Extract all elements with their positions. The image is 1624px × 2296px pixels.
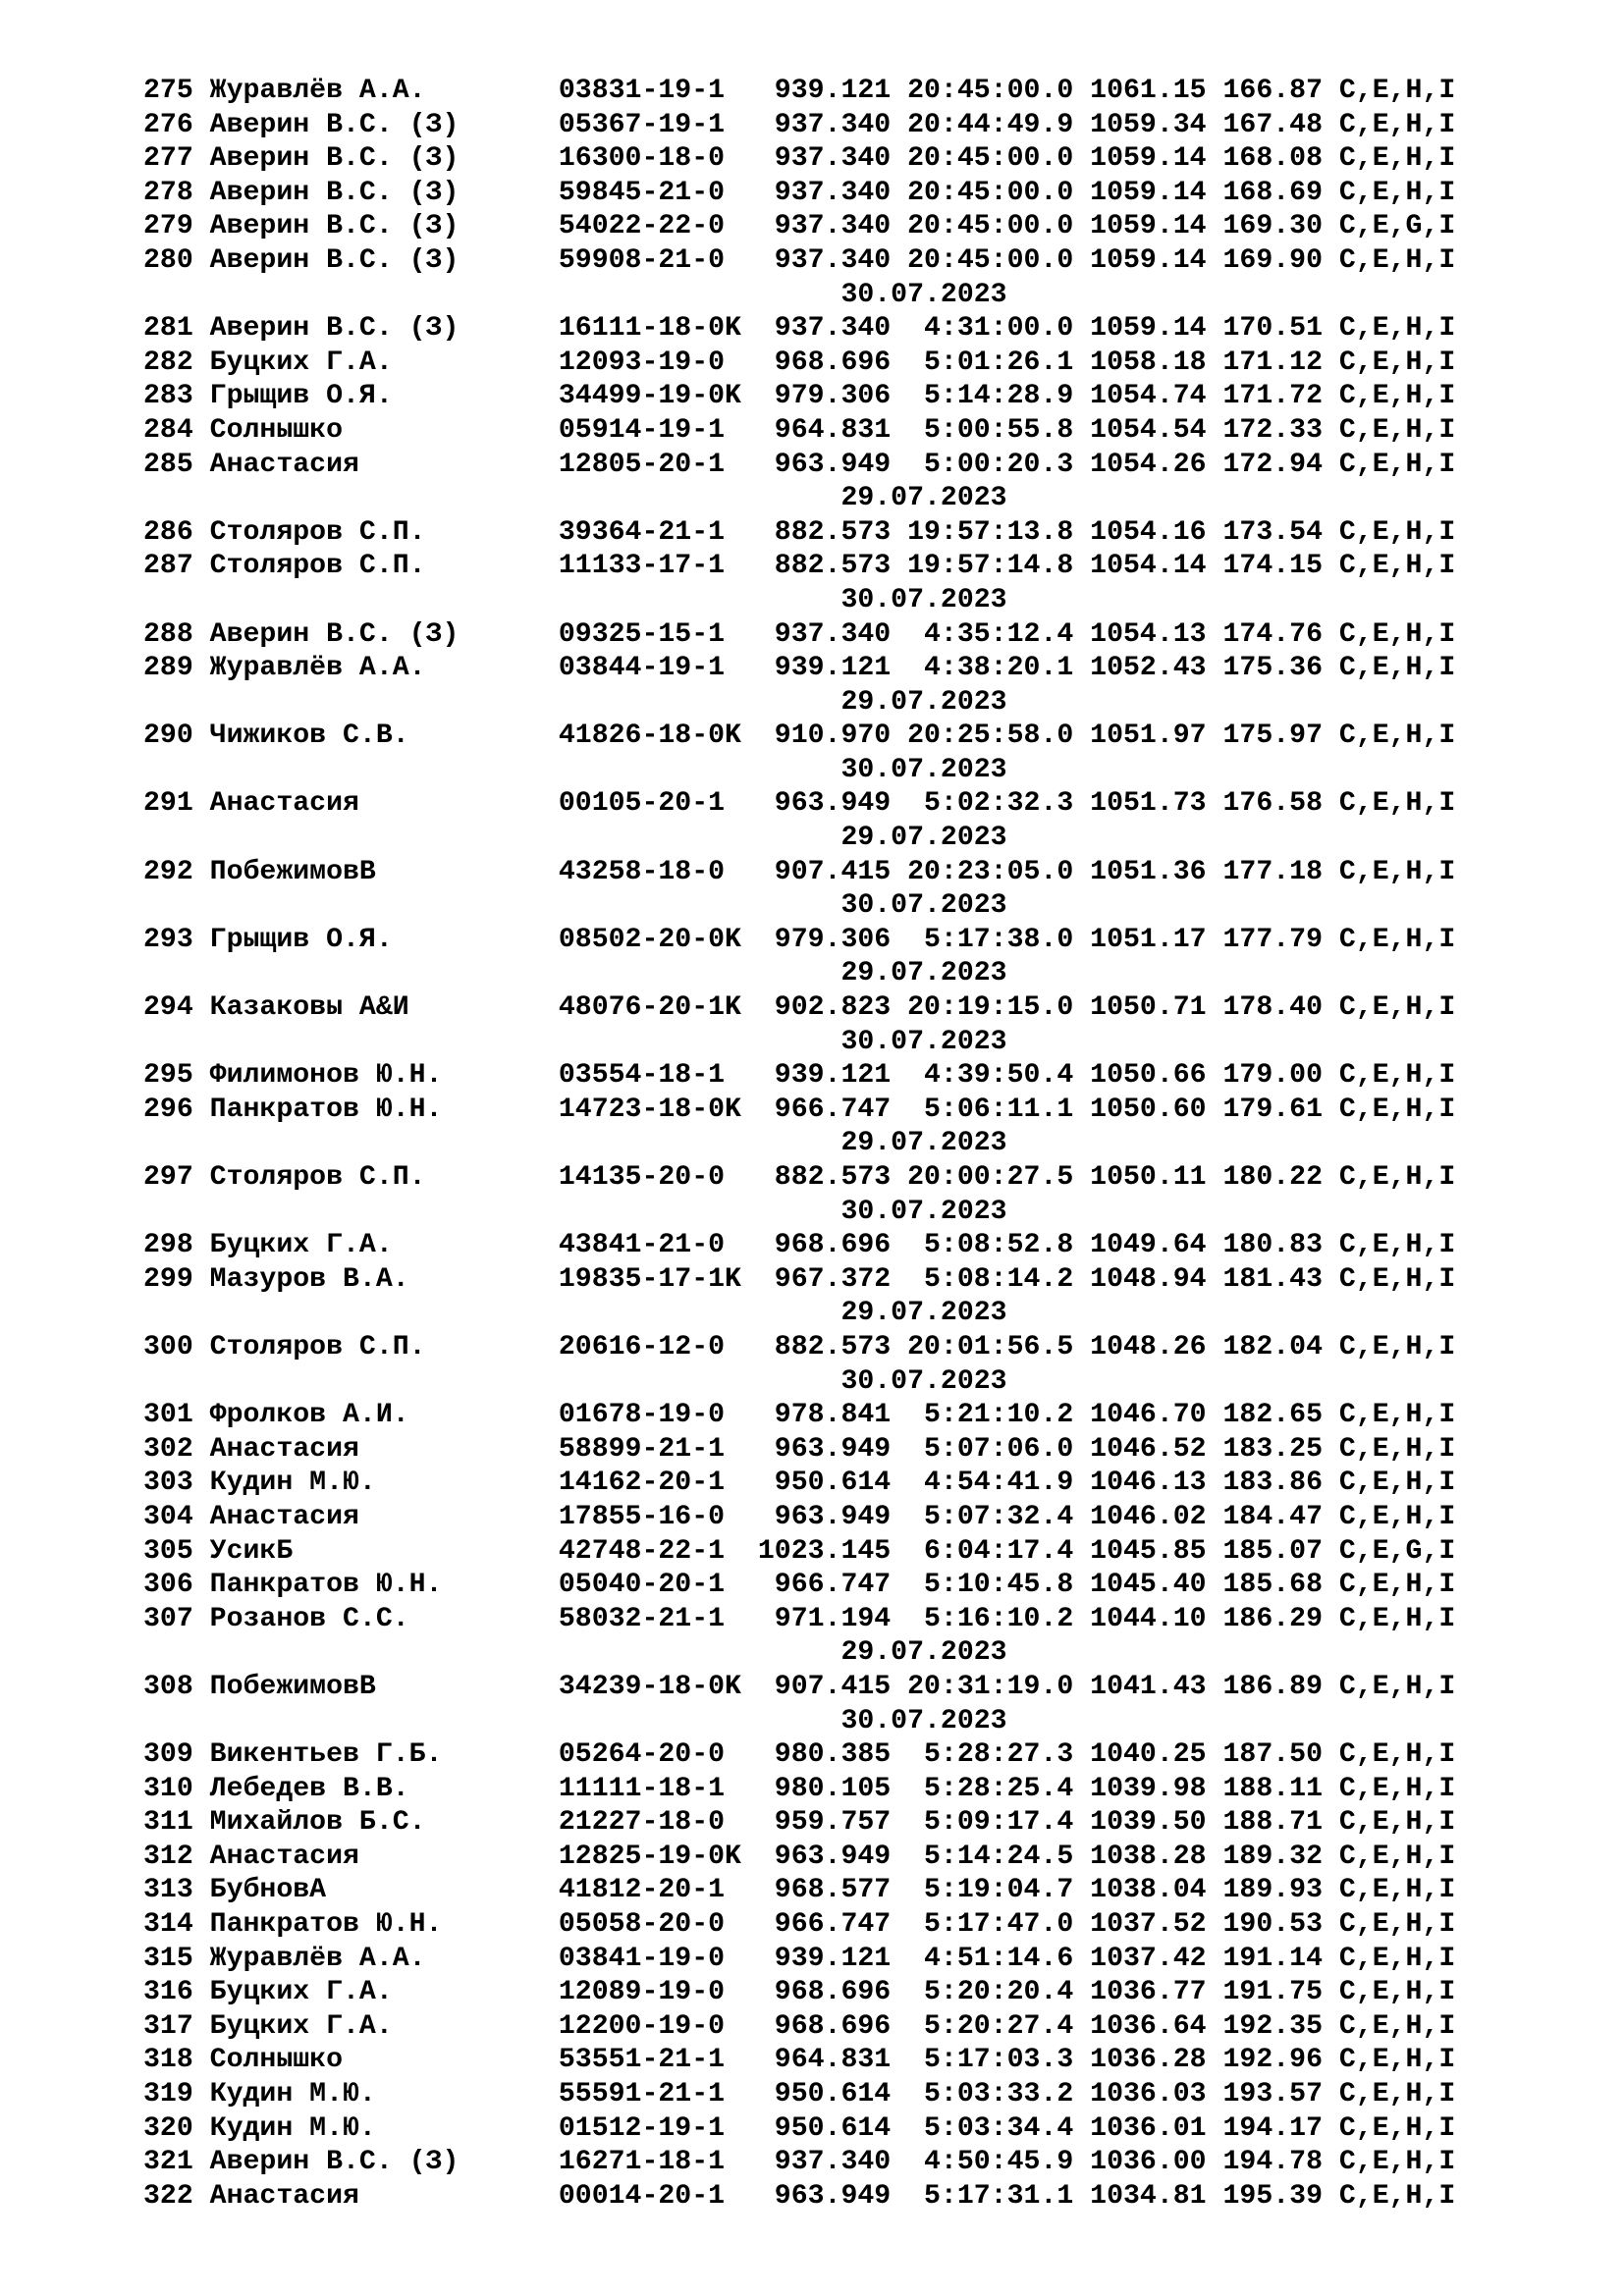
results-listing	[143, 75, 1577, 2214]
result-row: 315 Журавлёв А.А. 03841-19-0 939.121 4:51:14.6 1037.42 191.14 C,E,H,I	[143, 1943, 1456, 1974]
result-row: 322 Анастасия 00014-20-1 963.949 5:17:31.1 1034.81 195.39 C,E,H,I	[143, 2180, 1456, 2212]
result-row: 318 Солнышко 53551-21-1 964.831 5:17:03.3 1036.28 192.96 C,E,H,I	[143, 2045, 1456, 2076]
result-row: 286 Столяров С.П. 39364-21-1 882.573 19:57:13.8 1054.16 173.54 C,E,H,I	[143, 516, 1456, 548]
date-separator: 30.07.2023	[143, 1026, 1007, 1057]
result-row: 281 Аверин В.С. (З) 16111-18-0K 937.340 4:31:00.0 1059.14 170.51 C,E,H,I	[143, 313, 1456, 345]
date-separator: 30.07.2023	[143, 1196, 1007, 1227]
result-row: 306 Панкратов Ю.Н. 05040-20-1 966.747 5:10:45.8 1045.40 185.68 C,E,H,I	[143, 1570, 1456, 1601]
date-separator: 29.07.2023	[143, 686, 1007, 718]
date-separator: 30.07.2023	[143, 584, 1007, 615]
date-separator: 30.07.2023	[143, 279, 1007, 310]
result-row: 276 Аверин В.С. (З) 05367-19-1 937.340 20:44:49.9 1059.34 167.48 C,E,H,I	[143, 109, 1456, 140]
result-row: 283 Грыщив О.Я. 34499-19-0K 979.306 5:14:28.9 1054.74 171.72 C,E,H,I	[143, 381, 1456, 412]
result-row: 279 Аверин В.С. (З) 54022-22-0 937.340 20:45:00.0 1059.14 169.30 C,E,G,I	[143, 211, 1456, 242]
result-row: 287 Столяров С.П. 11133-17-1 882.573 19:57:14.8 1054.14 174.15 C,E,H,I	[143, 551, 1456, 582]
result-row: 280 Аверин В.С. (З) 59908-21-0 937.340 20:45:00.0 1059.14 169.90 C,E,H,I	[143, 244, 1456, 276]
date-separator: 29.07.2023	[143, 1298, 1007, 1329]
result-row: 288 Аверин В.С. (З) 09325-15-1 937.340 4:35:12.4 1054.13 174.76 C,E,H,I	[143, 618, 1456, 650]
result-row: 303 Кудин М.Ю. 14162-20-1 950.614 4:54:41.9 1046.13 183.86 C,E,H,I	[143, 1468, 1456, 1499]
result-row: 298 Буцких Г.А. 43841-21-0 968.696 5:08:52.8 1049.64 180.83 C,E,H,I	[143, 1230, 1456, 1261]
result-row: 313 БубновА 41812-20-1 968.577 5:19:04.7 1038.04 189.93 C,E,H,I	[143, 1875, 1456, 1906]
date-separator: 29.07.2023	[143, 483, 1007, 514]
result-row: 316 Буцких Г.А. 12089-19-0 968.696 5:20:20.4 1036.77 191.75 C,E,H,I	[143, 1977, 1456, 2008]
result-row: 311 Михайлов Б.С. 21227-18-0 959.757 5:09:17.4 1039.50 188.71 C,E,H,I	[143, 1807, 1456, 1839]
result-row: 275 Журавлёв А.А. 03831-19-1 939.121 20:45:00.0 1061.15 166.87 C,E,H,I	[143, 76, 1456, 106]
date-separator: 29.07.2023	[143, 958, 1007, 989]
result-row: 285 Анастасия 12805-20-1 963.949 5:00:20.3 1054.26 172.94 C,E,H,I	[143, 449, 1456, 480]
result-row: 301 Фролков А.И. 01678-19-0 978.841 5:21:10.2 1046.70 182.65 C,E,H,I	[143, 1400, 1456, 1431]
result-row: 277 Аверин В.С. (З) 16300-18-0 937.340 20:45:00.0 1059.14 168.08 C,E,H,I	[143, 143, 1456, 175]
result-row: 289 Журавлёв А.А. 03844-19-1 939.121 4:38:20.1 1052.43 175.36 C,E,H,I	[143, 653, 1456, 684]
result-row: 310 Лебедев В.В. 11111-18-1 980.105 5:28:25.4 1039.98 188.11 C,E,H,I	[143, 1773, 1456, 1804]
result-row: 296 Панкратов Ю.Н. 14723-18-0K 966.747 5:06:11.1 1050.60 179.61 C,E,H,I	[143, 1094, 1456, 1125]
result-row: 307 Розанов С.С. 58032-21-1 971.194 5:16:10.2 1044.10 186.29 C,E,H,I	[143, 1603, 1456, 1634]
result-row: 284 Солнышко 05914-19-1 964.831 5:00:55.8 1054.54 172.33 C,E,H,I	[143, 414, 1456, 446]
result-row: 300 Столяров С.П. 20616-12-0 882.573 20:01:56.5 1048.26 182.04 C,E,H,I	[143, 1331, 1456, 1362]
result-row: 309 Викентьев Г.Б. 05264-20-0 980.385 5:28:27.3 1040.25 187.50 C,E,H,I	[143, 1739, 1456, 1771]
result-row: 299 Мазуров В.А. 19835-17-1K 967.372 5:08:14.2 1048.94 181.43 C,E,H,I	[143, 1263, 1456, 1295]
result-row: 295 Филимонов Ю.Н. 03554-18-1 939.121 4:39:50.4 1050.66 179.00 C,E,H,I	[143, 1060, 1456, 1092]
result-row: 312 Анастасия 12825-19-0K 963.949 5:14:24.5 1038.28 189.32 C,E,H,I	[143, 1841, 1456, 1872]
result-row: 305 УсикБ 42748-22-1 1023.145 6:04:17.4 1045.85 185.07 C,E,G,I	[143, 1535, 1456, 1567]
result-row: 314 Панкратов Ю.Н. 05058-20-0 966.747 5:17:47.0 1037.52 190.53 C,E,H,I	[143, 1909, 1456, 1941]
result-row: 317 Буцких Г.А. 12200-19-0 968.696 5:20:27.4 1036.64 192.35 C,E,H,I	[143, 2010, 1456, 2042]
result-row: 294 Казаковы А&И 48076-20-1K 902.823 20:19:15.0 1050.71 178.40 C,E,H,I	[143, 992, 1456, 1024]
result-row: 290 Чижиков С.В. 41826-18-0K 910.970 20:25:58.0 1051.97 175.97 C,E,H,I	[143, 721, 1456, 752]
date-separator: 30.07.2023	[143, 1705, 1007, 1736]
date-separator: 29.07.2023	[143, 1637, 1007, 1669]
date-separator: 30.07.2023	[143, 1365, 1007, 1397]
result-row: 292 ПобежимовВ 43258-18-0 907.415 20:23:05.0 1051.36 177.18 C,E,H,I	[143, 856, 1456, 887]
date-separator: 29.07.2023	[143, 1128, 1007, 1159]
date-separator: 30.07.2023	[143, 890, 1007, 922]
result-row: 319 Кудин М.Ю. 55591-21-1 950.614 5:03:33.2 1036.03 193.57 C,E,H,I	[143, 2079, 1456, 2110]
result-row: 308 ПобежимовВ 34239-18-0K 907.415 20:31:19.0 1041.43 186.89 C,E,H,I	[143, 1671, 1456, 1702]
result-row: 320 Кудин М.Ю. 01512-19-1 950.614 5:03:34.4 1036.01 194.17 C,E,H,I	[143, 2112, 1456, 2144]
result-row: 282 Буцких Г.А. 12093-19-0 968.696 5:01:26.1 1058.18 171.12 C,E,H,I	[143, 347, 1456, 378]
result-row: 302 Анастасия 58899-21-1 963.949 5:07:06.0 1046.52 183.25 C,E,H,I	[143, 1433, 1456, 1465]
date-separator: 29.07.2023	[143, 823, 1007, 854]
result-row: 321 Аверин В.С. (З) 16271-18-1 937.340 4:50:45.9 1036.00 194.78 C,E,H,I	[143, 2147, 1456, 2178]
result-row: 293 Грыщив О.Я. 08502-20-0K 979.306 5:17:38.0 1051.17 177.79 C,E,H,I	[143, 924, 1456, 955]
result-row: 304 Анастасия 17855-16-0 963.949 5:07:32.4 1046.02 184.47 C,E,H,I	[143, 1501, 1456, 1532]
date-separator: 30.07.2023	[143, 754, 1007, 785]
result-row: 278 Аверин В.С. (З) 59845-21-0 937.340 20:45:00.0 1059.14 168.69 C,E,H,I	[143, 177, 1456, 208]
result-row: 291 Анастасия 00105-20-1 963.949 5:02:32.3 1051.73 176.58 C,E,H,I	[143, 788, 1456, 820]
result-row: 297 Столяров С.П. 14135-20-0 882.573 20:00:27.5 1050.11 180.22 C,E,H,I	[143, 1162, 1456, 1193]
